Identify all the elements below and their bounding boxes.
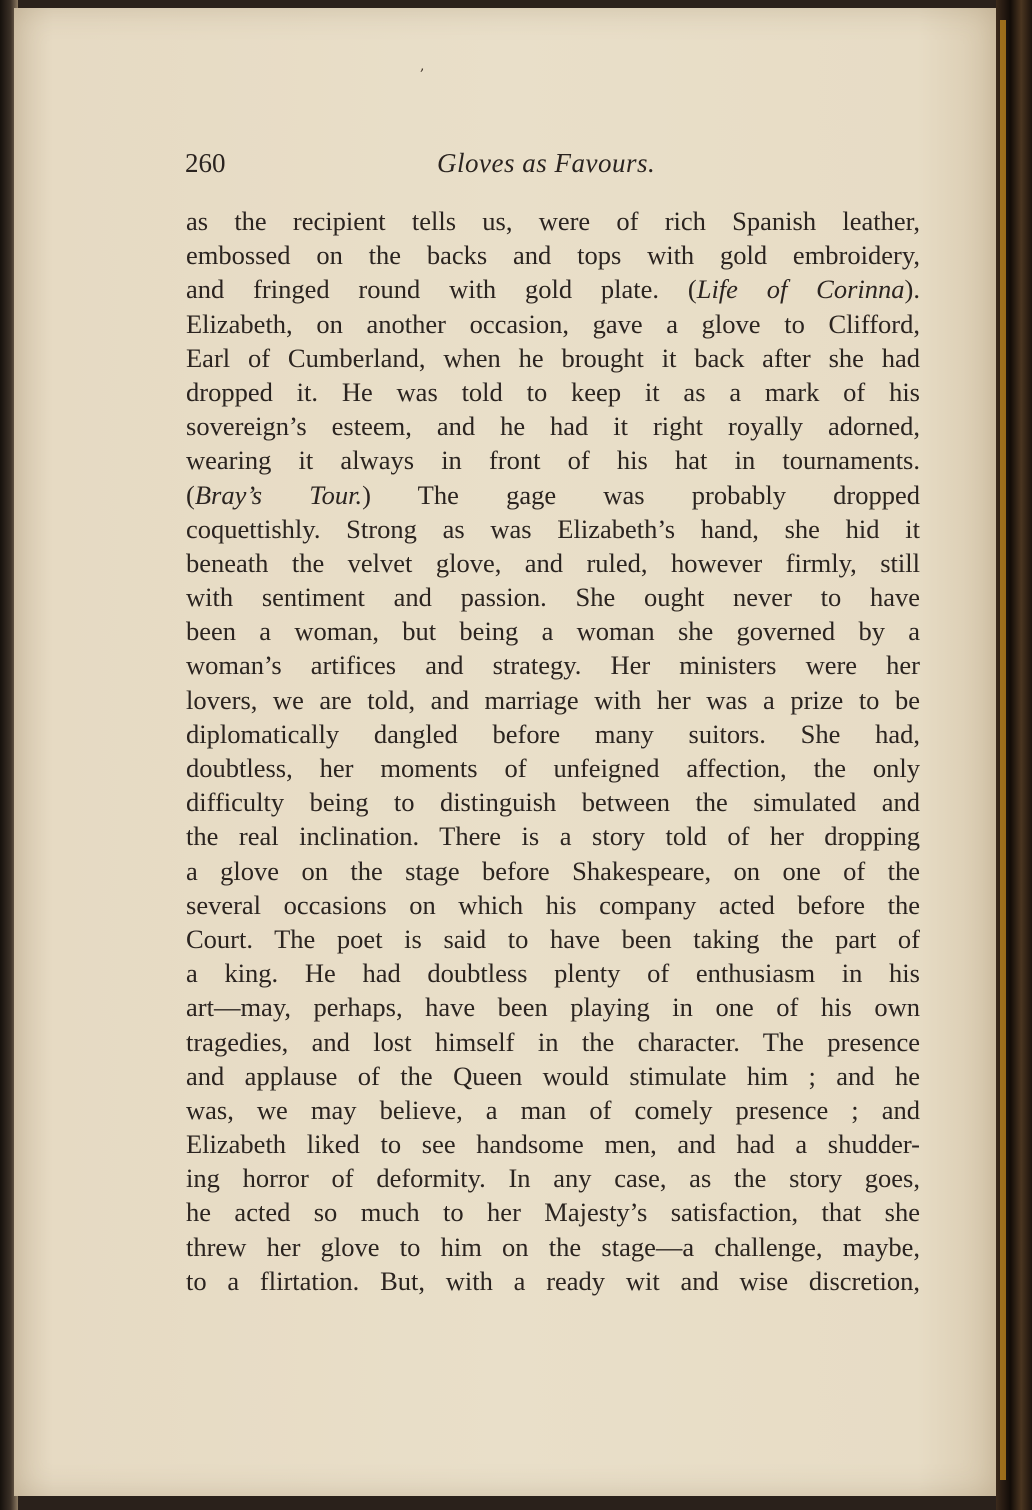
text-line: the real inclination. There is a story told of her dropping [186,821,920,852]
text-line: Elizabeth liked to see handsome men, and had a shudder- [186,1129,920,1160]
body-text [186,204,920,1298]
stray-ink-mark: , [420,58,425,74]
text-line: been a woman, but being a woman she governed by a [186,616,920,647]
text-line: wearing it always in front of his hat in tournaments. [186,445,920,476]
text-line: Court. The poet is said to have been taking the part of [186,923,920,954]
text-line: woman’s artifices and strategy. Her ministers were her [186,650,920,681]
running-title: Gloves as Favours. [437,148,656,178]
running-head [185,148,920,188]
text-line: lovers, we are told, and marriage with her was a prize to be [186,684,920,715]
text-line: was, we may believe, a man of comely presence ; and [186,1094,920,1125]
text-line: dropped it. He was told to keep it as a mark of his [186,376,920,407]
text-line: with sentiment and passion. She ought never to have [186,582,920,613]
text-line: sovereign’s esteem, and he had it right royally adorned, [186,411,920,442]
text-line: Elizabeth, on another occasion, gave a glove to Clifford, [186,308,920,339]
text-line: threw her glove to him on the stage—a challenge, maybe, [186,1231,920,1262]
text-line: and fringed round with gold plate. (Life of Corinna). [186,274,920,305]
cited-title: Bray’s Tour. [194,479,363,510]
text-line: to a flirtation. But, with a ready wit and wise discretion, [186,1265,920,1296]
book-spine-accent [1000,20,1006,1480]
text-line: and applause of the Queen would stimulate him ; and he [186,1060,920,1091]
text-line: (Bray’s Tour.) The gage was probably dropped [186,479,920,510]
text-line: Earl of Cumberland, when he brought it back after she had [186,342,920,373]
text-line: coquettishly. Strong as was Elizabeth’s hand, she hid it [186,513,920,544]
text-line: embossed on the backs and tops with gold embroidery, [186,240,920,271]
text-line: diplomatically dangled before many suitors. She had, [186,718,920,749]
cited-title: Life of Corinna [696,274,905,305]
text-line: ing horror of deformity. In any case, as the story goes, [186,1163,920,1194]
text-line: art—may, perhaps, have been playing in one of his own [186,992,920,1023]
text-line: several occasions on which his company acted before the [186,889,920,920]
text-line: doubtless, her moments of unfeigned affection, the only [186,753,920,783]
text-line: beneath the velvet glove, and ruled, however firmly, still [186,547,920,578]
text-line: difficulty being to distinguish between the simulated and [186,787,920,818]
page-number: 260 [185,148,226,178]
text-line: as the recipient tells us, were of rich Spanish leather, [186,206,920,236]
text-line: a king. He had doubtless plenty of enthusiasm in his [186,958,920,989]
text-line: a glove on the stage before Shakespeare, on one of the [186,855,920,886]
text-line: he acted so much to her Majesty’s satisfaction, that she [186,1197,920,1228]
text-line: tragedies, and lost himself in the character. The presence [186,1026,920,1057]
